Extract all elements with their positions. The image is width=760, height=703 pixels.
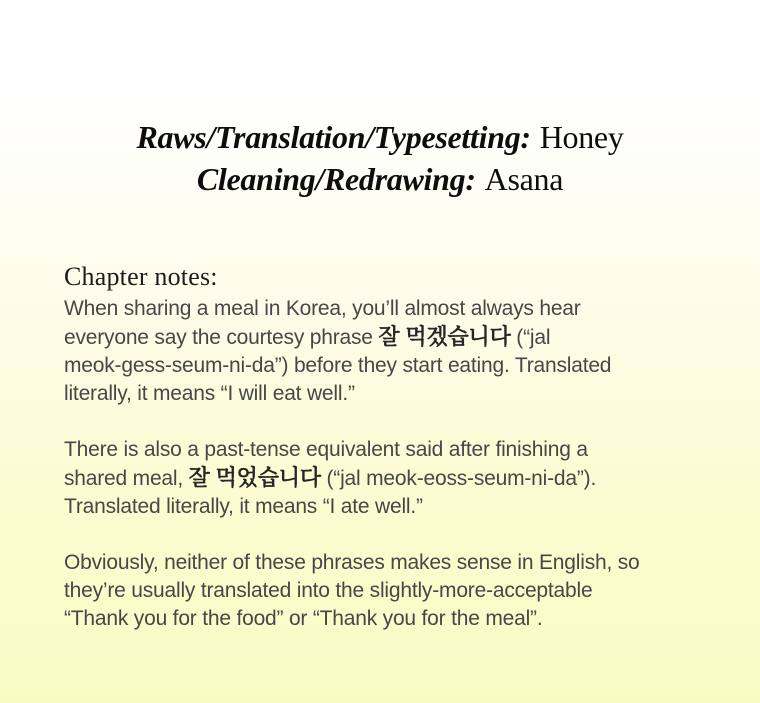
chapter-notes-section xyxy=(64,262,702,633)
credit-line-translation xyxy=(0,116,760,158)
note-text: (“jal xyxy=(510,326,551,349)
korean-phrase: 잘 먹겠습니다 xyxy=(378,324,511,349)
credits-block xyxy=(0,0,760,200)
note-text: “Thank you for the food” or “Thank you for the meal”. xyxy=(64,607,543,630)
chapter-notes-heading: Chapter notes: xyxy=(64,262,218,291)
note-paragraph xyxy=(64,436,702,521)
credit-line-cleaning xyxy=(0,158,760,200)
note-text: Translated literally, it means “I ate well.” xyxy=(64,495,423,518)
credit-role-label: Cleaning/Redrawing: xyxy=(196,161,476,197)
note-text: (“jal meok-eoss-seum-ni-da”). xyxy=(320,467,597,490)
korean-phrase: 잘 먹었습니다 xyxy=(188,465,321,490)
credit-name: Asana xyxy=(484,161,564,197)
note-text: shared meal, xyxy=(64,467,189,490)
note-text: There is also a past-tense equivalent said after finishing a xyxy=(64,438,588,461)
note-text: everyone say the courtesy phrase xyxy=(64,326,379,349)
credit-name: Honey xyxy=(539,119,624,155)
chapter-notes-paragraphs xyxy=(64,295,702,633)
note-text: Obviously, neither of these phrases makes sense in English, so xyxy=(64,551,640,574)
note-text: literally, it means “I will eat well.” xyxy=(64,382,355,405)
note-paragraph xyxy=(64,549,702,633)
note-text: they’re usually translated into the slightly-more-acceptable xyxy=(64,579,593,602)
note-text: meok-gess-seum-ni-da”) before they start eating. Translated xyxy=(64,354,612,377)
note-text: When sharing a meal in Korea, you’ll almost always hear xyxy=(64,297,581,320)
credit-role-label: Raws/Translation/Typesetting: xyxy=(136,119,531,155)
note-paragraph xyxy=(64,295,702,408)
